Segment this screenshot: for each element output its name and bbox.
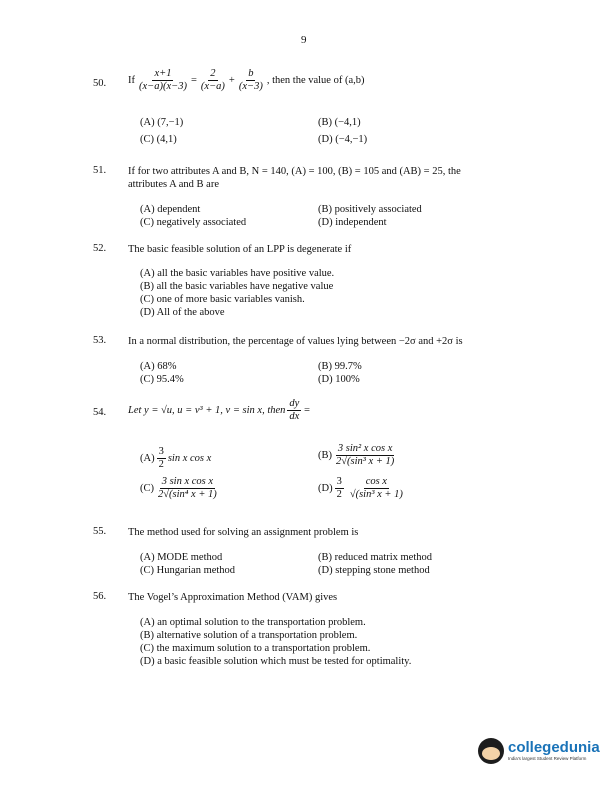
question-51-number: 51. <box>93 165 107 176</box>
q51-option-d[interactable]: (D) independent <box>318 217 387 228</box>
q54-option-b-den: 2√(sin³ x + 1) <box>336 456 395 467</box>
question-56-line1: The Vogel’s Approximation Method (VAM) gives <box>128 592 338 603</box>
q50-frac3-den: (x−3) <box>238 81 263 92</box>
q53-option-b[interactable]: (B) 99.7% <box>318 361 362 372</box>
q54-option-b-label: (B) <box>318 450 332 461</box>
logo-text <box>508 740 600 762</box>
collegedunia-logo <box>478 738 600 764</box>
question-55-number: 55. <box>93 526 107 537</box>
q52-option-d[interactable]: (D) All of the above <box>140 307 225 318</box>
q54-option-b-frac <box>334 443 396 468</box>
logo-tagline: India's largest Student Review Platform <box>508 756 587 761</box>
q54-option-d-num2: cos x <box>365 476 387 487</box>
q54-option-a[interactable] <box>140 446 211 471</box>
q54-stem-text: Let y = √u, u = v³ + 1, v = sin x, then <box>128 405 286 416</box>
q53-option-d[interactable]: (D) 100% <box>318 374 360 385</box>
question-51-line1: If for two attributes A and B, N = 140, (A) = 100, (B) = 105 and (AB) = 25, the <box>128 166 461 177</box>
q54-option-b-num: 3 sin² x cos x <box>337 443 393 454</box>
page-number: 9 <box>301 34 307 46</box>
q50-option-b[interactable]: (B) (−4,1) <box>318 117 361 128</box>
question-50-number: 50. <box>93 78 107 89</box>
q53-option-a[interactable]: (A) 68% <box>140 361 177 372</box>
question-55-line1: The method used for solving an assignment problem is <box>128 527 359 538</box>
q51-option-c[interactable]: (C) negatively associated <box>140 217 247 228</box>
q54-option-c-den: 2√(sin⁴ x + 1) <box>158 489 217 500</box>
q50-frac1-den: (x−a)(x−3) <box>139 81 187 92</box>
q50-option-a[interactable]: (A) (7,−1) <box>140 117 184 128</box>
q54-eq: = <box>303 405 311 416</box>
q54-option-d-num1: 3 <box>336 476 342 487</box>
q51-option-a[interactable]: (A) dependent <box>140 204 201 215</box>
logo-name: collegedunia <box>508 739 600 756</box>
q53-option-c[interactable]: (C) 95.4% <box>140 374 184 385</box>
q52-option-a[interactable]: (A) all the basic variables have positive value. <box>140 268 335 279</box>
q50-frac2-num: 2 <box>210 68 216 79</box>
q50-option-c[interactable]: (C) (4,1) <box>140 134 177 145</box>
question-53-line1: In a normal distribution, the percentage of values lying between −2σ and +2σ is <box>128 336 463 347</box>
q54-option-a-label: (A) <box>140 453 155 464</box>
question-52-number: 52. <box>93 243 107 254</box>
q52-option-c[interactable]: (C) one of more basic variables vanish. <box>140 294 305 305</box>
question-50-stem: If $\frac{x+1}{(x-a)(x-3)}$ = $\frac{2}{(x-a)}$ + $\frac{b}{(x-3)}$ , then the value of (a,b) <box>128 68 365 92</box>
q54-option-d-den1: 2 <box>336 489 342 500</box>
q54-option-d-den2: √(sin³ x + 1) <box>349 489 403 500</box>
q55-option-b[interactable]: (B) reduced matrix method <box>318 552 433 563</box>
q54-dydx <box>287 398 301 423</box>
q55-option-a[interactable]: (A) MODE method <box>140 552 223 563</box>
q56-option-a[interactable]: (A) an optimal solution to the transportation problem. <box>140 617 366 628</box>
question-53-number: 53. <box>93 335 107 346</box>
q54-option-d[interactable] <box>318 476 407 501</box>
q54-option-d-frac1 <box>335 476 344 501</box>
q56-option-c[interactable]: (C) the maximum solution to a transportation problem. <box>140 643 371 654</box>
q54-dx: dx <box>289 411 300 422</box>
q54-option-a-num: 3 <box>158 446 164 457</box>
q50-frac1-num: x+1 <box>154 68 172 79</box>
q50-option-d[interactable]: (D) (−4,−1) <box>318 134 368 145</box>
q54-option-a-rest: sin x cos x <box>167 453 212 464</box>
question-56-number: 56. <box>93 591 107 602</box>
q56-option-d[interactable]: (D) a basic feasible solution which must be tested for optimality. <box>140 656 412 667</box>
q54-option-c-label: (C) <box>140 483 154 494</box>
q52-option-b[interactable]: (B) all the basic variables have negative value <box>140 281 334 292</box>
q54-option-b[interactable] <box>318 443 398 468</box>
q54-option-a-frac <box>157 446 166 471</box>
q50-frac2-den: (x−a) <box>200 81 225 92</box>
q50-end: , then the value of (a,b) <box>266 75 365 86</box>
q50-frac2 <box>199 68 227 93</box>
q54-option-d-frac2 <box>348 476 405 501</box>
q50-if: If <box>128 75 135 86</box>
question-54-stem <box>128 398 310 423</box>
q56-option-b[interactable]: (B) alternative solution of a transportation problem. <box>140 630 358 641</box>
q54-option-c-frac <box>156 476 219 501</box>
q54-option-a-den: 2 <box>158 459 164 470</box>
q55-option-c[interactable]: (C) Hungarian method <box>140 565 236 576</box>
q55-option-d[interactable]: (D) stepping stone method <box>318 565 430 576</box>
q54-option-c[interactable] <box>140 476 221 501</box>
q51-option-b[interactable]: (B) positively associated <box>318 204 422 215</box>
q50-frac1 <box>137 68 189 93</box>
q54-dy: dy <box>289 398 300 409</box>
q54-option-c-num: 3 sin x cos x <box>161 476 214 487</box>
q50-frac3-num: b <box>248 68 254 79</box>
question-54-number: 54. <box>93 407 107 418</box>
question-51-line2: attributes A and B are <box>128 179 219 190</box>
question-52-line1: The basic feasible solution of an LPP is degenerate if <box>128 244 352 255</box>
q50-frac3 <box>237 68 265 93</box>
student-mascot-icon <box>478 738 504 764</box>
q54-option-d-label: (D) <box>318 483 333 494</box>
